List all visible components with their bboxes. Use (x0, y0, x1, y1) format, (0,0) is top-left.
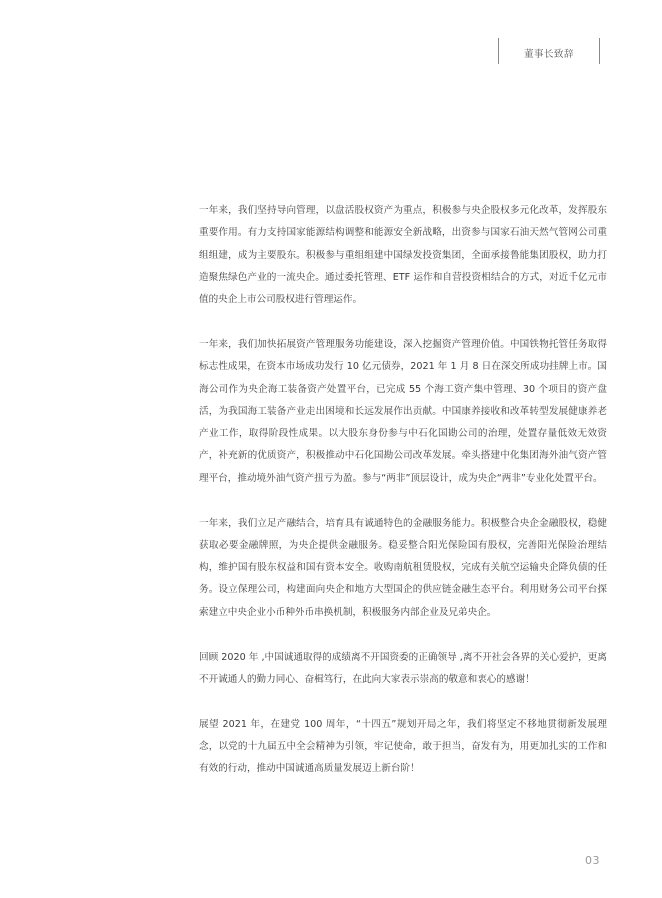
paragraph-outlook-2021: 展望 2021 年，在建党 100 周年，“十四五”规划开局之年，我们将坚定不移地贯彻新发展理念，以党的十九届五中全会精神为引领，牢记使命，敢于担当，奋发有为，用更加扎实的工作和有效的行动，推动中国诚通高质量发展迈上新台阶！ (199, 718, 607, 775)
section-title: 董事长致辞 (523, 49, 574, 60)
section-header (498, 38, 600, 64)
letter-body (199, 200, 607, 803)
paragraph-financial-services: 一年来，我们立足产融结合，培育具有诚通特色的金融服务能力。积极整合央企金融股权，稳健获取必要金融牌照，为央企提供金融服务。稳妥整合阳光保险国有股权，完善阳光保险治理结构，维护国有股东权益和国有资本安全。收购南航租赁股权，完成有关航空运输央企降负债的任务。设立保理公司，构建面向央企和地方大型国企的供应链金融生态平台。利用财务公司平台探索建立中央企业小币种外币串换机制，积极服务内部企业及兄弟央企。 (199, 517, 607, 618)
paragraph-review-2020: 回顾 2020 年 ,中国诚通取得的成绩离不开国资委的正确领导 ,离不开社会各界的关心爱护，更离不开诚通人的勤力同心、奋楫笃行，在此向大家表示崇高的敬意和衷心的感谢！ (199, 651, 607, 685)
paragraph-equity-management: 一年来，我们坚持导向管理，以盘活股权资产为重点，积极参与央企股权多元化改革，发挥股东重要作用。有力支持国家能源结构调整和能源安全新战略，出资参与国家石油天然气管网公司重组组建，成为主要股东。积极参与重组组建中国绿发投资集团，全面承接鲁能集团股权，助力打造聚焦绿色产业的一流央企。通过委托管理、ETF 运作和自营投资相结合的方式，对近千亿元市值的央企上市公司股权进行管理运作。 (199, 205, 607, 306)
paragraph-asset-management: 一年来，我们加快拓展资产管理服务功能建设，深入挖掘资产管理价值。中国铁物托管任务取得标志性成果，在资本市场成功发行 10 亿元债券，2021 年 1 月 8 日在深交所成功挂牌上市。国海公司作为央企海工装备资产处置平台，已完成 55 个海工资产集中管理、30 个项目的资产盘活，为我国海工装备产业走出困境和长远发展作出贡献。中国康养接收和改革转型发展健康养老产业工作，取得阶段性成果。以大股东身份参与中石化国勘公司的治理，处置存量低效无效资产，补充新的优质资产，积极推动中石化国勘公司改革发展。牵头搭建中化集团海外油气资产管理平台，推动境外油气资产扭亏为盈。参与“两非”顶层设计，成为央企“两非”专业化处置平台。 (199, 338, 607, 484)
page-number: 03 (585, 854, 600, 867)
